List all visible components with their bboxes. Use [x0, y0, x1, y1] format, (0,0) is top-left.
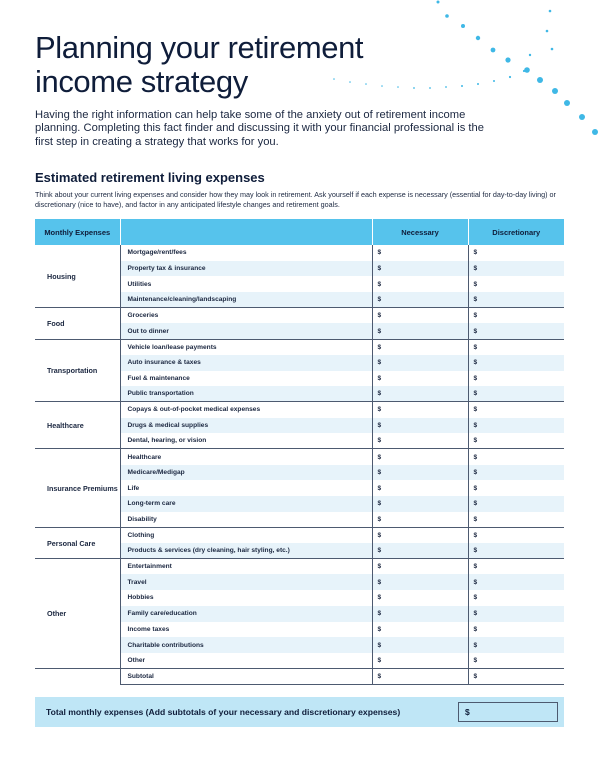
- section-heading: Estimated retirement living expenses: [35, 170, 265, 185]
- table-row: [35, 527, 564, 543]
- dot-icon: [461, 24, 465, 28]
- expense-label: Property tax & insurance: [120, 261, 372, 277]
- dot-icon: [537, 77, 543, 83]
- necessary-amount-field[interactable]: $: [372, 480, 468, 496]
- subtotal-spacer: [35, 669, 120, 685]
- necessary-amount-field[interactable]: $: [372, 276, 468, 292]
- discretionary-amount-field[interactable]: $: [468, 527, 564, 543]
- necessary-amount-field[interactable]: $: [372, 308, 468, 324]
- header-necessary: Necessary: [372, 219, 468, 245]
- discretionary-amount-field[interactable]: $: [468, 465, 564, 481]
- dot-icon: [476, 36, 480, 40]
- header-item: [120, 219, 372, 245]
- discretionary-amount-field[interactable]: $: [468, 622, 564, 638]
- table-row: [35, 245, 564, 261]
- necessary-amount-field[interactable]: $: [372, 653, 468, 669]
- discretionary-amount-field[interactable]: $: [468, 449, 564, 465]
- total-monthly-expenses: [35, 697, 564, 727]
- dot-icon: [564, 100, 570, 106]
- necessary-amount-field[interactable]: $: [372, 496, 468, 512]
- dot-icon: [546, 30, 549, 33]
- discretionary-amount-field[interactable]: $: [468, 355, 564, 371]
- discretionary-amount-field[interactable]: $: [468, 308, 564, 324]
- necessary-amount-field[interactable]: $: [372, 574, 468, 590]
- dot-icon: [461, 85, 463, 87]
- discretionary-amount-field[interactable]: $: [468, 386, 564, 402]
- table-row: [35, 449, 564, 465]
- dot-icon: [509, 76, 511, 78]
- category-insurance-premiums: Insurance Premiums: [35, 449, 120, 527]
- discretionary-amount-field[interactable]: $: [468, 653, 564, 669]
- section-description: Think about your current living expenses and consider how they may look in retirement. Ask yourself if each expense is necessary (essential for day-to-day living) or discretionary (nice to have), and factor in any anticipated lifestyle changes and retirement goals.: [35, 190, 556, 209]
- expense-label: Vehicle loan/lease payments: [120, 339, 372, 355]
- discretionary-amount-field[interactable]: $: [468, 574, 564, 590]
- dot-icon: [549, 10, 552, 13]
- dot-icon: [524, 67, 530, 73]
- expense-label: Healthcare: [120, 449, 372, 465]
- necessary-amount-field[interactable]: $: [372, 590, 468, 606]
- dot-icon: [477, 83, 479, 85]
- total-amount-field[interactable]: $: [458, 702, 558, 722]
- dot-icon: [552, 88, 558, 94]
- necessary-amount-field[interactable]: $: [372, 355, 468, 371]
- discretionary-amount-field[interactable]: $: [468, 402, 564, 418]
- necessary-amount-field[interactable]: $: [372, 386, 468, 402]
- discretionary-amount-field[interactable]: $: [468, 496, 564, 512]
- expense-label: Medicare/Medigap: [120, 465, 372, 481]
- expense-label: Family care/education: [120, 606, 372, 622]
- expense-label: Groceries: [120, 308, 372, 324]
- expense-label: Disability: [120, 512, 372, 528]
- necessary-amount-field[interactable]: $: [372, 245, 468, 261]
- dot-icon: [445, 14, 449, 18]
- expense-label: Long-term care: [120, 496, 372, 512]
- expense-label: Mortgage/rent/fees: [120, 245, 372, 261]
- expense-label: Income taxes: [120, 622, 372, 638]
- table-row: [35, 339, 564, 355]
- necessary-amount-field[interactable]: $: [372, 606, 468, 622]
- header-monthly-expenses: Monthly Expenses: [35, 219, 120, 245]
- expense-label: Entertainment: [120, 559, 372, 575]
- expense-label: Out to dinner: [120, 323, 372, 339]
- table-row: [35, 559, 564, 575]
- discretionary-amount-field[interactable]: $: [468, 559, 564, 575]
- page-title: Planning your retirement income strategy: [35, 30, 364, 99]
- discretionary-amount-field[interactable]: $: [468, 323, 564, 339]
- table-header-row: [35, 219, 564, 245]
- expense-label: Travel: [120, 574, 372, 590]
- necessary-amount-field[interactable]: $: [372, 402, 468, 418]
- necessary-amount-field[interactable]: $: [372, 527, 468, 543]
- discretionary-amount-field[interactable]: $: [468, 590, 564, 606]
- necessary-amount-field[interactable]: $: [372, 512, 468, 528]
- necessary-amount-field[interactable]: $: [372, 323, 468, 339]
- subtotal-necessary-field[interactable]: $: [372, 669, 468, 685]
- expense-label: Clothing: [120, 527, 372, 543]
- expenses-table: [35, 219, 564, 685]
- discretionary-amount-field[interactable]: $: [468, 292, 564, 308]
- discretionary-amount-field[interactable]: $: [468, 433, 564, 449]
- discretionary-amount-field[interactable]: $: [468, 637, 564, 653]
- necessary-amount-field[interactable]: $: [372, 449, 468, 465]
- necessary-amount-field[interactable]: $: [372, 637, 468, 653]
- necessary-amount-field[interactable]: $: [372, 261, 468, 277]
- expense-label: Copays & out-of-pocket medical expenses: [120, 402, 372, 418]
- expense-label: Hobbies: [120, 590, 372, 606]
- table-row: [35, 402, 564, 418]
- category-other: Other: [35, 559, 120, 669]
- category-food: Food: [35, 308, 120, 339]
- necessary-amount-field[interactable]: $: [372, 418, 468, 434]
- necessary-amount-field[interactable]: $: [372, 559, 468, 575]
- subtotal-label: Subtotal: [120, 669, 372, 685]
- necessary-amount-field[interactable]: $: [372, 622, 468, 638]
- discretionary-amount-field[interactable]: $: [468, 371, 564, 387]
- expense-label: Life: [120, 480, 372, 496]
- necessary-amount-field[interactable]: $: [372, 433, 468, 449]
- expense-label: Charitable contributions: [120, 637, 372, 653]
- dot-icon: [592, 129, 598, 135]
- expense-label: Utilities: [120, 276, 372, 292]
- necessary-amount-field[interactable]: $: [372, 371, 468, 387]
- discretionary-amount-field[interactable]: $: [468, 418, 564, 434]
- discretionary-amount-field[interactable]: $: [468, 261, 564, 277]
- expense-label: Fuel & maintenance: [120, 371, 372, 387]
- dot-icon: [491, 48, 496, 53]
- subtotal-row: [35, 669, 564, 685]
- discretionary-amount-field[interactable]: $: [468, 512, 564, 528]
- dot-icon: [437, 1, 440, 4]
- expense-label: Public transportation: [120, 386, 372, 402]
- dot-icon: [551, 48, 554, 51]
- total-label: Total monthly expenses (Add subtotals of your necessary and discretionary expenses): [46, 707, 401, 717]
- dot-icon: [523, 70, 525, 72]
- expense-label: Drugs & medical supplies: [120, 418, 372, 434]
- discretionary-amount-field[interactable]: $: [468, 606, 564, 622]
- necessary-amount-field[interactable]: $: [372, 339, 468, 355]
- dot-icon: [505, 57, 510, 62]
- category-personal-care: Personal Care: [35, 527, 120, 558]
- dot-icon: [493, 80, 495, 82]
- expense-label: Dental, hearing, or vision: [120, 433, 372, 449]
- table-row: [35, 308, 564, 324]
- dot-icon: [529, 54, 531, 56]
- expense-label: Other: [120, 653, 372, 669]
- category-housing: Housing: [35, 245, 120, 308]
- expense-label: Auto insurance & taxes: [120, 355, 372, 371]
- category-healthcare: Healthcare: [35, 402, 120, 449]
- discretionary-amount-field[interactable]: $: [468, 276, 564, 292]
- subtotal-discretionary-field[interactable]: $: [468, 669, 564, 685]
- discretionary-amount-field[interactable]: $: [468, 480, 564, 496]
- discretionary-amount-field[interactable]: $: [468, 543, 564, 559]
- expense-label: Products & services (dry cleaning, hair styling, etc.): [120, 543, 372, 559]
- necessary-amount-field[interactable]: $: [372, 465, 468, 481]
- discretionary-amount-field[interactable]: $: [468, 339, 564, 355]
- necessary-amount-field[interactable]: $: [372, 543, 468, 559]
- category-transportation: Transportation: [35, 339, 120, 402]
- intro-paragraph: Having the right information can help take some of the anxiety out of retirement income planning. Completing this fact finder and discussing it with your financial professional is the first step in creating a strategy that works for you.: [35, 109, 484, 148]
- dot-icon: [579, 114, 585, 120]
- necessary-amount-field[interactable]: $: [372, 292, 468, 308]
- header-discretionary: Discretionary: [468, 219, 564, 245]
- expense-label: Maintenance/cleaning/landscaping: [120, 292, 372, 308]
- discretionary-amount-field[interactable]: $: [468, 245, 564, 261]
